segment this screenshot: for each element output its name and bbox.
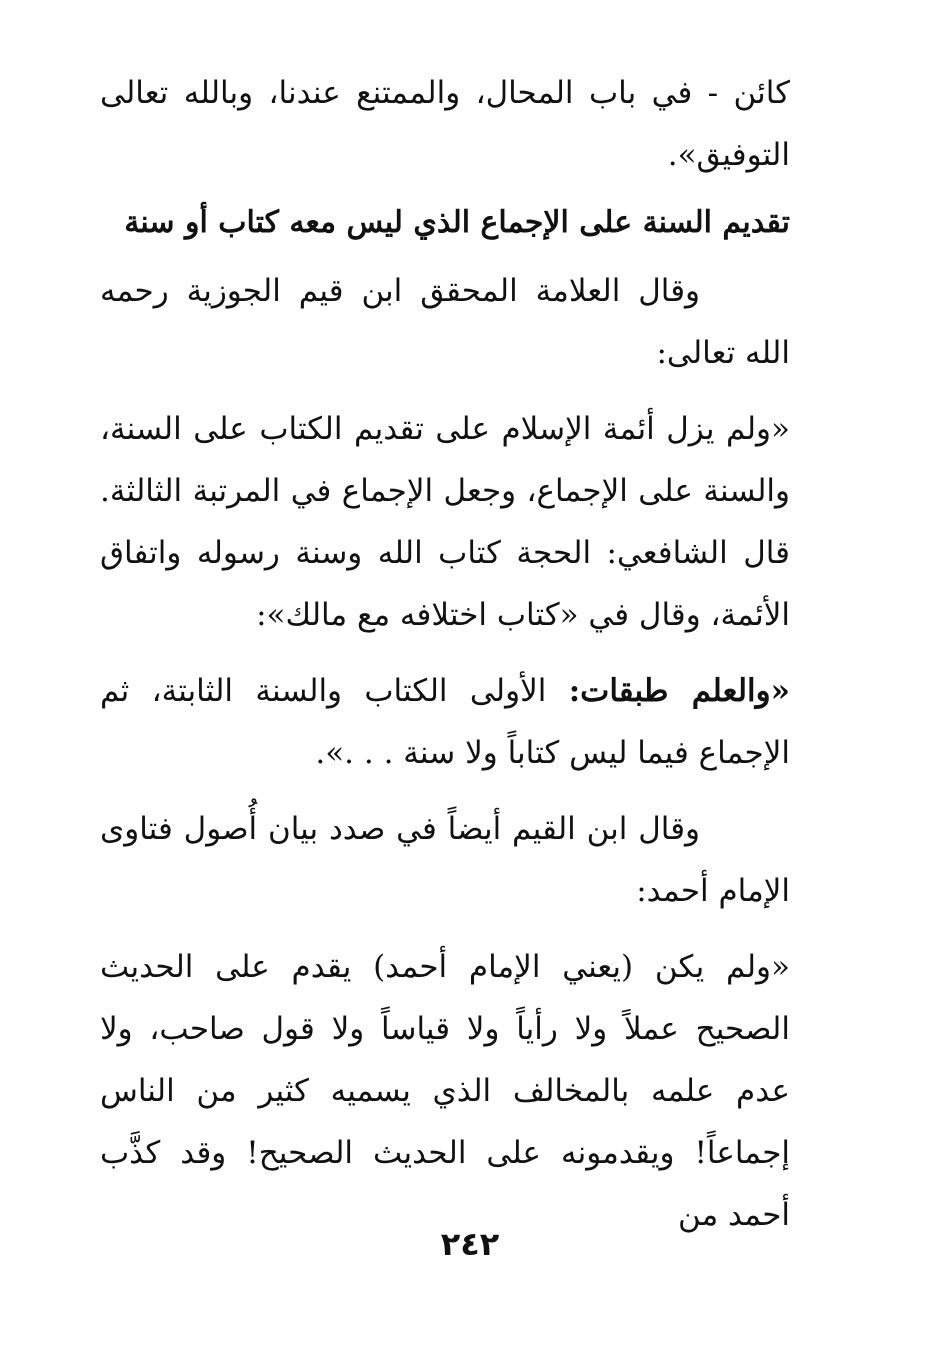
- quote-shafii-lead: «والعلم طبقات:: [568, 673, 790, 709]
- quote-imams: «ولم يزل أئمة الإسلام على تقديم الكتاب على السنة، والسنة على الإجماع، وجعل الإجماع في المرتبة الثالثة. قال الشافعي: الحجة كتاب الله وسنة رسوله واتفاق الأئمة، وقال في «كتاب اختلافه مع مالك»:: [100, 411, 790, 633]
- page-number: ٢٤٢: [440, 1225, 500, 1263]
- paragraph-ibn-qayyim-intro: وقال العلامة المحقق ابن قيم الجوزية رحمه الله تعالى:: [100, 273, 790, 371]
- paragraph-ahmad-intro: وقال ابن القيم أيضاً في صدد بيان أُصول فتاوى الإمام أحمد:: [100, 811, 790, 909]
- quote-shafii-rest: الأولى الكتاب والسنة الثابتة، ثم الإجماع فيما ليس كتاباً ولا سنة . . .».: [100, 673, 790, 771]
- paragraph-continuation: كائن - في باب المحال، والممتنع عندنا، وبالله تعالى التوفيق».: [100, 75, 790, 173]
- section-heading: تقديم السنة على الإجماع الذي ليس معه كتاب أو سنة: [124, 205, 790, 240]
- quote-ahmad: «ولم يكن (يعني الإمام أحمد) يقدم على الحديث الصحيح عملاً ولا رأياً ولا قياساً ولا قول صاحب، ولا عدم علمه بالمخالف الذي يسميه كثير من الناس إجماعاً! ويقدمونه على الحديث الصحيح! وقد كذَّب أحمد من: [100, 949, 790, 1233]
- page-body: [100, 62, 790, 1246]
- quote-shafii: [100, 660, 790, 784]
